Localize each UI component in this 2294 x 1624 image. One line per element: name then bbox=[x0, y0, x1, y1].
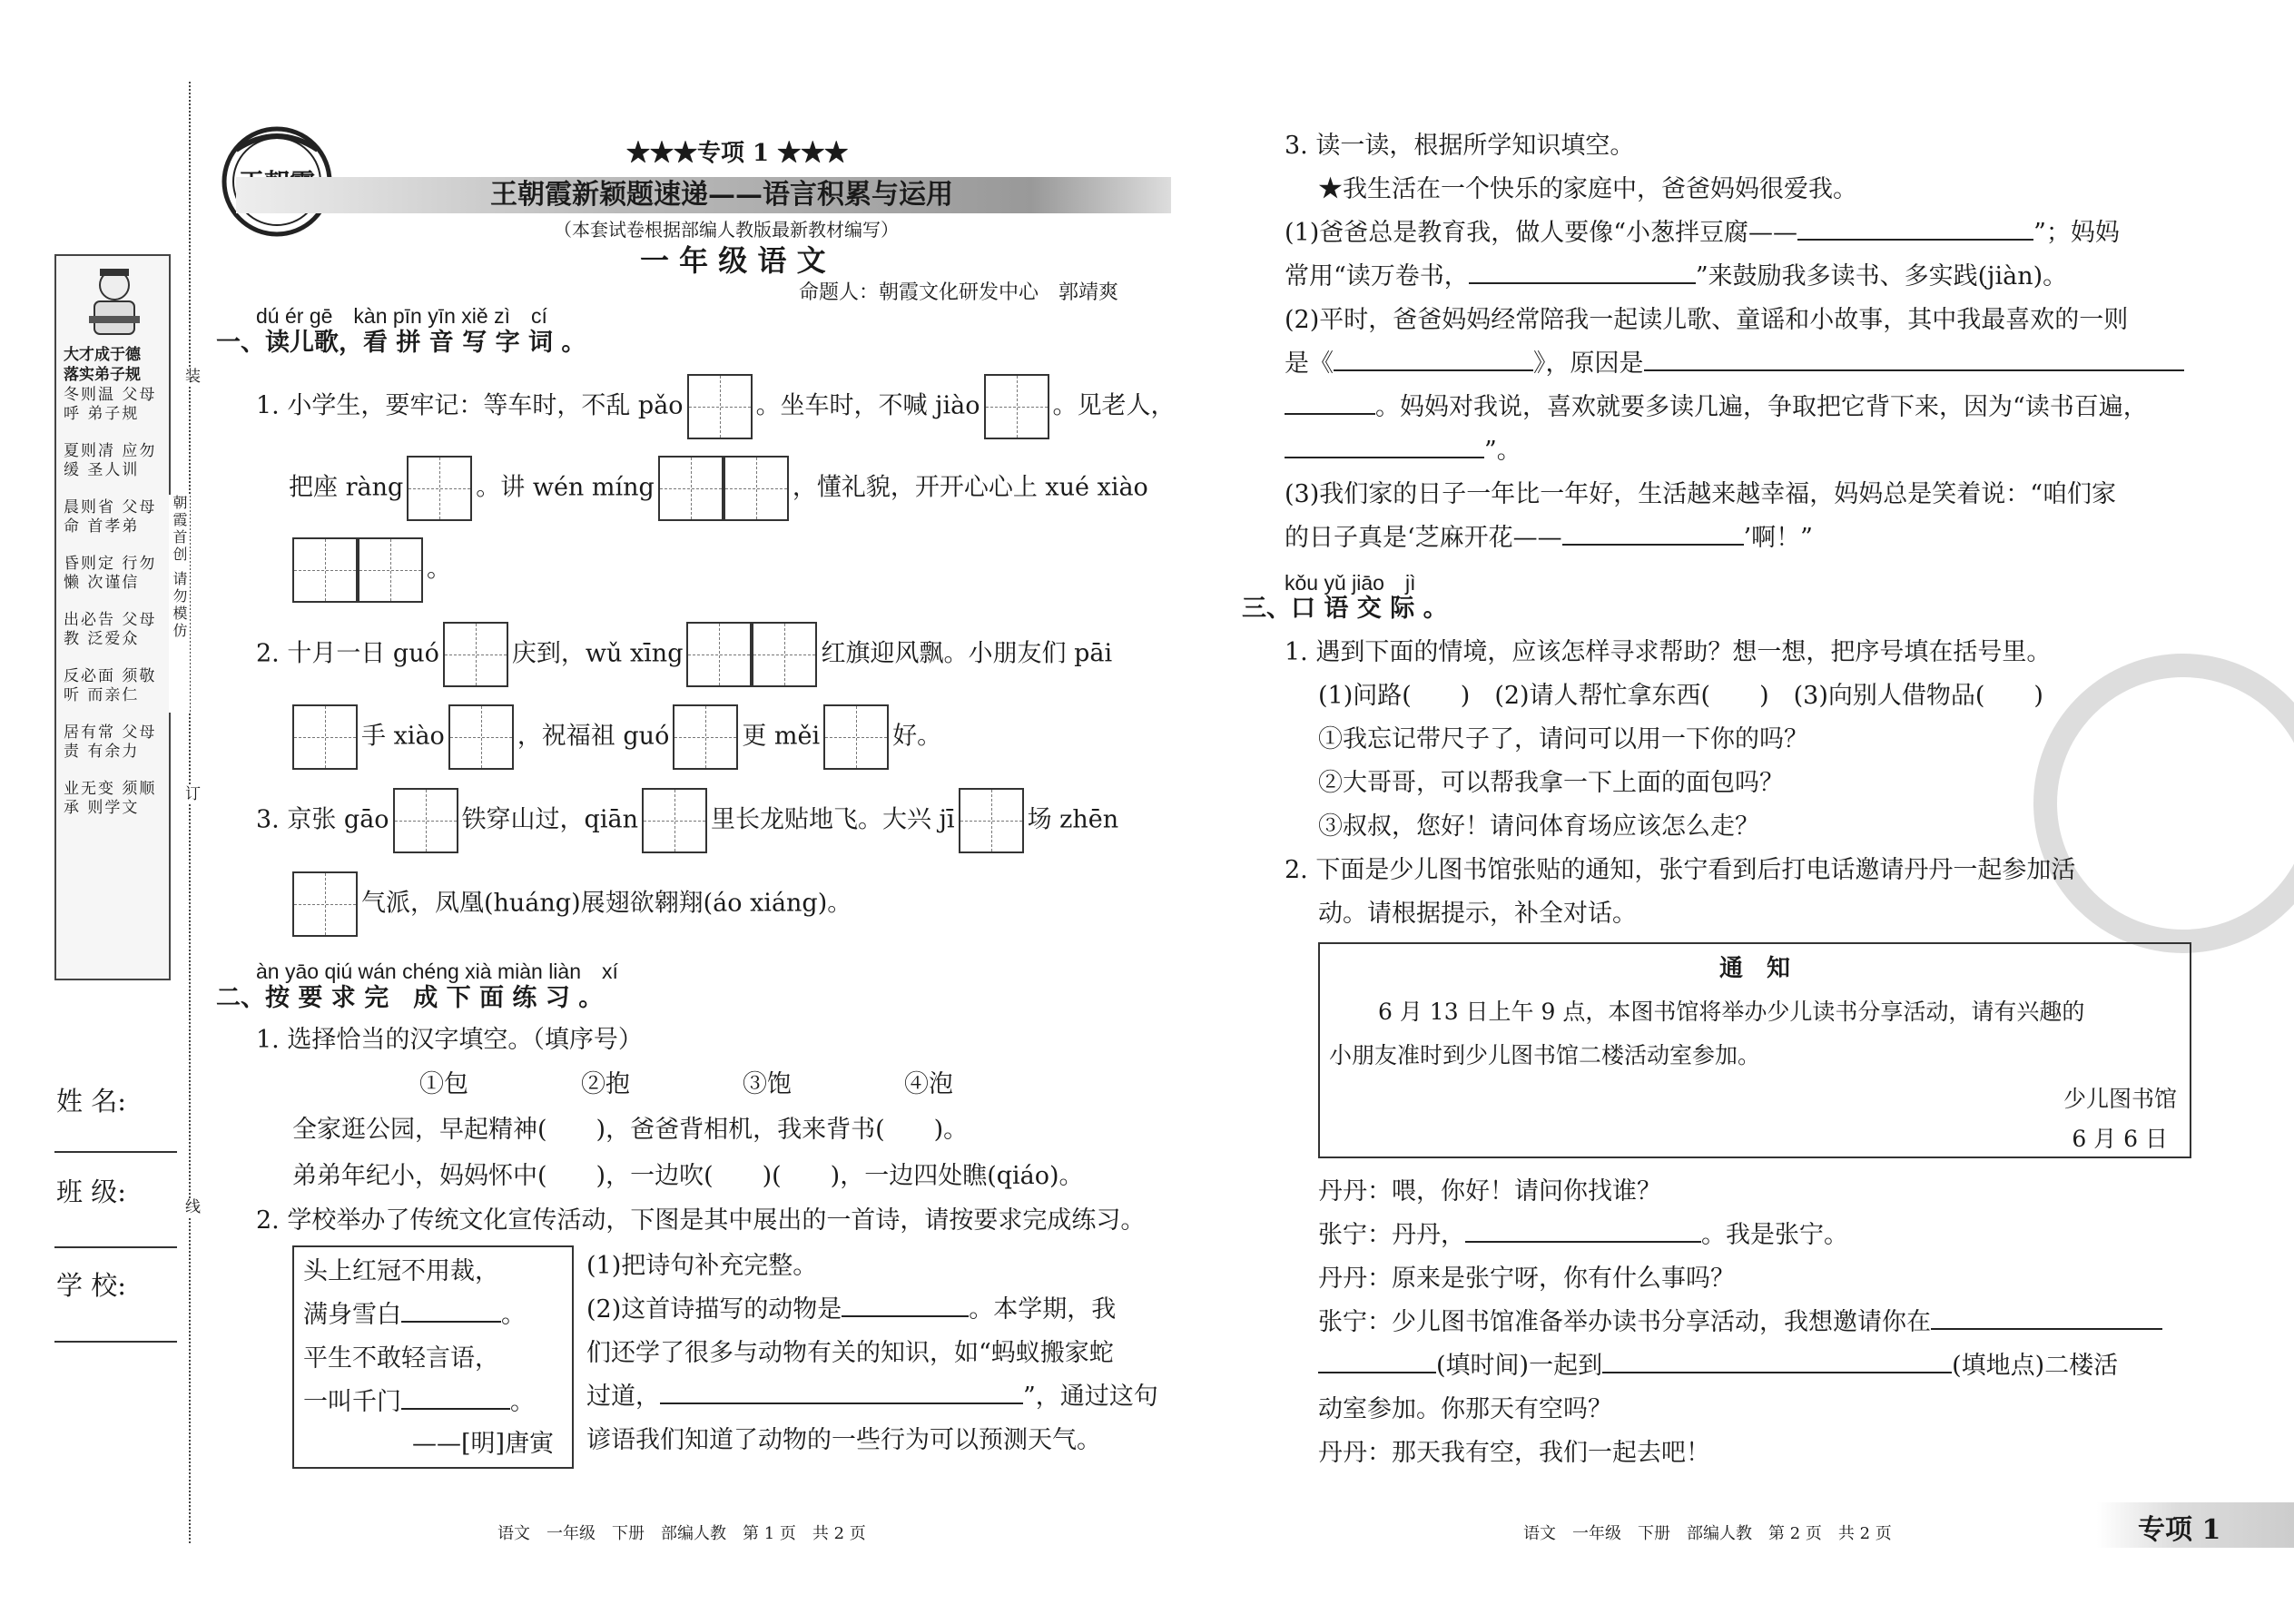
notice-body-1: 6 月 13 日上午 9 点，本图书馆将举办少儿读书分享活动，请有兴趣的 bbox=[1378, 999, 2085, 1025]
s3-q1: 1. 遇到下面的情境，应该怎样寻求帮助？想一想，把序号填在括号里。 bbox=[1285, 638, 2052, 666]
rules-grid bbox=[64, 386, 163, 967]
proverb-blank[interactable] bbox=[660, 1377, 1023, 1404]
dialog-blank-2[interactable] bbox=[1931, 1303, 2162, 1330]
rule-line: 夏则凊 应勿缓 圣人训 bbox=[64, 442, 157, 479]
char-box[interactable] bbox=[292, 704, 358, 770]
poem-author: ——[明]唐寅 bbox=[412, 1430, 555, 1458]
binding-mark: 线 bbox=[180, 1198, 202, 1216]
char-box[interactable] bbox=[448, 704, 514, 770]
binding-mark: 订 bbox=[180, 785, 202, 803]
reason-blank[interactable] bbox=[1644, 344, 2184, 371]
poem-line-3: 平生不敢轻言语， bbox=[303, 1344, 499, 1373]
poem-box bbox=[292, 1245, 574, 1469]
s2-q2: 2. 学校举办了传统文化宣传活动，下图是其中展出的一首诗，请按要求完成练习。 bbox=[256, 1206, 1146, 1235]
s3-q2-line2: 动。请根据提示，补全对话。 bbox=[1318, 900, 1637, 928]
s3-pinyin: kǒu yǔ jiāo jì bbox=[1285, 571, 1416, 595]
poem-blank-1[interactable] bbox=[401, 1295, 501, 1323]
rule-line: 晨则省 父母命 首孝弟 bbox=[64, 498, 157, 536]
s2-line1: 全家逛公园，早起精神( )，爸爸背相机，我来背书( )。 bbox=[292, 1116, 969, 1144]
motto-1: 大才成于德 bbox=[64, 346, 141, 364]
rule-line: 出必告 父母教 泛爱众 bbox=[64, 611, 157, 648]
q1-line2: 把座 ràng 。讲 wén míng ，懂礼貌，开开心心上 xué xiào bbox=[289, 456, 1148, 521]
q2-line2: 手 xiào ，祝福祖 guó 更 měi 好。 bbox=[289, 704, 941, 770]
binding-mark: 装 bbox=[180, 368, 202, 386]
class-label: 班 级: bbox=[56, 1176, 126, 1207]
r-line2: 常用“读万卷书， ”来鼓励我多读书、多实践(jiàn)。 bbox=[1285, 256, 2067, 298]
dialog-2: 张宁：丹丹， 。我是张宁。 bbox=[1318, 1215, 1848, 1256]
s3-option-2: ②大哥哥，可以帮我拿一下上面的面包吗？ bbox=[1318, 769, 1784, 797]
story-title-blank[interactable] bbox=[1334, 344, 1533, 371]
poem-task-5: 谚语我们知道了动物的一些行为可以预测天气。 bbox=[586, 1426, 1101, 1454]
rule-line: 业无变 须顺承 则学文 bbox=[64, 780, 157, 817]
r-line6: ”。 bbox=[1285, 430, 1521, 472]
grade-subject: 一 年 级 语 文 bbox=[640, 243, 826, 278]
r-line1: (1)爸爸总是教育我，做人要像“小葱拌豆腐—— ”；妈妈 bbox=[1285, 212, 2120, 254]
saying-blank[interactable] bbox=[1285, 431, 1484, 458]
q1-line3: 。 bbox=[289, 537, 451, 603]
q2-line1: 2. 十月一日 guó 庆到，wǔ xīng 红旗迎风飘。小朋友们 pāi bbox=[256, 622, 1112, 687]
char-box[interactable] bbox=[292, 537, 358, 603]
r-line3: (2)平时，爸爸妈妈经常陪我一起读儿歌、童谣和小故事，其中我最喜欢的一则 bbox=[1285, 306, 2129, 334]
char-box[interactable] bbox=[673, 704, 738, 770]
dialog-6: 动室参加。你那天有空吗？ bbox=[1318, 1395, 1612, 1423]
subtitle: （本套试卷根据部编人教版最新教材编写） bbox=[554, 219, 899, 241]
char-box[interactable] bbox=[358, 537, 423, 603]
char-box[interactable] bbox=[687, 374, 753, 439]
char-box[interactable] bbox=[959, 788, 1024, 853]
dialog-7: 丹丹：那天我有空，我们一起去吧！ bbox=[1318, 1439, 1710, 1467]
char-box[interactable] bbox=[443, 622, 508, 687]
char-box[interactable] bbox=[393, 788, 458, 853]
reason-blank-cont[interactable] bbox=[1285, 388, 1375, 415]
poem-blank-2[interactable] bbox=[401, 1383, 510, 1410]
binding-line bbox=[189, 82, 191, 1543]
idiom-blank-2[interactable] bbox=[1469, 257, 1696, 284]
name-label: 姓 名: bbox=[56, 1086, 126, 1117]
s2-title: 二、按 要 求 完 成 下 面 练 习 。 bbox=[216, 984, 604, 1012]
school-label: 学 校: bbox=[56, 1270, 126, 1301]
r-line5: 。妈妈对我说，喜欢就要多读几遍，争取把它背下来，因为“读书百遍， bbox=[1285, 387, 2148, 428]
option-1: ①包 bbox=[419, 1070, 468, 1098]
poem-task-1: (1)把诗句补充完整。 bbox=[586, 1252, 818, 1280]
s1-pinyin: dú ér gē kàn pīn yīn xiě zì cí bbox=[256, 304, 547, 328]
watermark-stamp bbox=[2033, 654, 2294, 953]
s1-title: 一、读儿歌，看 拼 音 写 字 词 。 bbox=[216, 329, 586, 357]
poem-task-2: (2)这首诗描写的动物是 。本学期，我 bbox=[586, 1289, 1116, 1331]
q1-line1: 1. 小学生，要牢记：等车时，不乱 pǎo 。坐车时，不喊 jiào 。见老人， bbox=[256, 374, 1176, 439]
poem-line-1: 头上红冠不用裁， bbox=[303, 1257, 499, 1285]
dialog-3: 丹丹：原来是张宁呀，你有什么事吗？ bbox=[1318, 1265, 1735, 1293]
char-box[interactable] bbox=[642, 788, 707, 853]
author: 命题人：朝霞文化研发中心 郭靖爽 bbox=[799, 281, 1119, 304]
corner-tab: 专项 1 bbox=[2138, 1514, 2221, 1546]
char-box[interactable] bbox=[724, 456, 789, 521]
notice-date: 6 月 6 日 bbox=[2072, 1126, 2168, 1152]
notice-sign: 少儿图书馆 bbox=[2063, 1086, 2177, 1112]
poem-task-3: 们还学了很多与动物有关的知识，如“蚂蚁搬家蛇 bbox=[586, 1339, 1114, 1367]
poem-line-2: 满身雪白 。 bbox=[303, 1294, 526, 1336]
animal-blank[interactable] bbox=[842, 1290, 969, 1317]
r-q3-title: 3. 读一读，根据所学知识填空。 bbox=[1285, 132, 1635, 160]
char-box[interactable] bbox=[686, 622, 752, 687]
s3-option-3: ③叔叔，您好！请问体育场应该怎么走？ bbox=[1318, 812, 1759, 841]
r-line8: 的日子真是‘芝麻开花—— ’啊！” bbox=[1285, 517, 1813, 559]
footer-left: 语文 一年级 下册 部编人教 第 1 页 共 2 页 bbox=[497, 1524, 866, 1543]
footer-right: 语文 一年级 下册 部编人教 第 2 页 共 2 页 bbox=[1523, 1524, 1892, 1543]
char-box[interactable] bbox=[658, 456, 724, 521]
place-blank[interactable] bbox=[1602, 1346, 1952, 1373]
time-blank[interactable] bbox=[1318, 1346, 1436, 1373]
s3-option-1: ①我忘记带尺子了，请问可以用一下你的吗？ bbox=[1318, 725, 1808, 753]
q3-line1: 3. 京张 gāo 铁穿山过，qiān 里长龙贴地飞。大兴 jī 场 zhēn bbox=[256, 788, 1118, 853]
s2-line2: 弟弟年纪小，妈妈怀中( )，一边吹( )( )，一边四处瞧(qiáo)。 bbox=[292, 1162, 1084, 1190]
s3-choices: (1)问路( ) (2)请人帮忙拿东西( ) (3)向别人借物品( ) bbox=[1318, 682, 2043, 710]
char-box[interactable] bbox=[823, 704, 889, 770]
dialog-5: (填时间)一起到 (填地点)二楼活 bbox=[1318, 1345, 2118, 1387]
series-title: 新颖题速递——语言积累与运用 bbox=[572, 179, 953, 211]
s3-title: 三、口 语 交 际 。 bbox=[1242, 595, 1448, 623]
school-field[interactable] bbox=[54, 1341, 177, 1343]
s2-q1: 1. 选择恰当的汉字填空。（填序号） bbox=[256, 1026, 643, 1054]
rule-line: 居有常 父母责 有余力 bbox=[64, 723, 157, 761]
q3-line2: 气派，凤凰(huáng)展翅欲翱翔(áo xiáng)。 bbox=[289, 871, 852, 937]
option-2: ②抱 bbox=[581, 1070, 630, 1098]
s2-pinyin: àn yāo qiú wán chéng xià miàn liàn xí bbox=[256, 960, 618, 983]
r-line7: (3)我们家的日子一年比一年好，生活越来越幸福，妈妈总是笑着说：“咱们家 bbox=[1285, 480, 2117, 508]
notice-body-2: 小朋友准时到少儿图书馆二楼活动室参加。 bbox=[1329, 1042, 1761, 1068]
dialog-blank-1[interactable] bbox=[1465, 1216, 1701, 1243]
r-line4: 是《 》，原因是 bbox=[1285, 343, 2184, 385]
class-field[interactable] bbox=[54, 1246, 177, 1248]
poem-task-4: 过道， ”，通过这句 bbox=[586, 1376, 1158, 1418]
option-3: ③饱 bbox=[743, 1070, 792, 1098]
poem-line-4: 一叫千门 。 bbox=[303, 1382, 535, 1423]
scholar-figure-icon bbox=[87, 265, 142, 338]
section-badge: ★★★专项 1 ★★★ bbox=[626, 140, 849, 167]
notice-title: 通 知 bbox=[1718, 955, 1790, 982]
dialog-4: 张宁：少儿图书馆准备举办读书分享活动，我想邀请你在 bbox=[1318, 1302, 2162, 1343]
idiom-blank-1[interactable] bbox=[1797, 213, 2033, 241]
rule-line: 昏则定 行勿懒 次谨信 bbox=[64, 555, 157, 592]
char-box[interactable] bbox=[752, 622, 817, 687]
saying-blank-2[interactable] bbox=[1562, 518, 1744, 546]
r-q3-intro: ★我生活在一个快乐的家庭中，爸爸妈妈很爱我。 bbox=[1318, 175, 1857, 203]
dialog-1: 丹丹：喂，你好！请问你找谁？ bbox=[1318, 1177, 1661, 1206]
brand-vertical-text: 朝霞首创 请勿模仿 bbox=[169, 495, 190, 713]
series-title-logo: 王朝霞 bbox=[490, 179, 572, 211]
rule-line: 冬则温 父母呼 弟子规 bbox=[64, 386, 157, 423]
motto-2: 落实弟子规 bbox=[64, 366, 141, 384]
char-box[interactable] bbox=[292, 871, 358, 937]
char-box[interactable] bbox=[407, 456, 472, 521]
s3-q2-line1: 2. 下面是少儿图书馆张贴的通知，张宁看到后打电话邀请丹丹一起参加活 bbox=[1285, 856, 2076, 884]
rule-line: 反必面 须敬听 而亲仁 bbox=[64, 667, 157, 704]
option-4: ④泡 bbox=[904, 1070, 953, 1098]
notice-box bbox=[1318, 942, 2191, 1158]
name-field[interactable] bbox=[54, 1151, 177, 1153]
char-box[interactable] bbox=[984, 374, 1049, 439]
